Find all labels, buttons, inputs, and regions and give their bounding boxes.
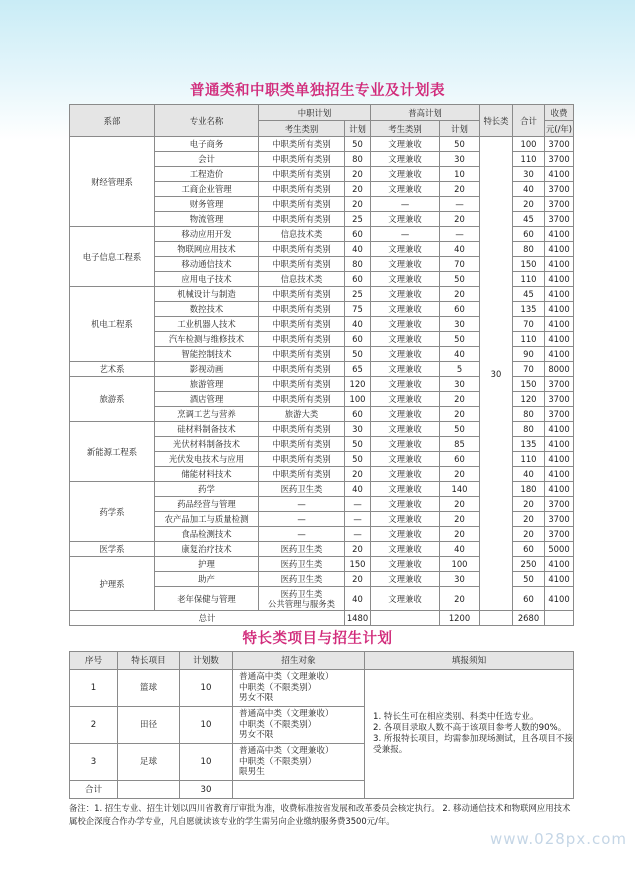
- row-total: 70: [513, 362, 545, 377]
- row-total: 135: [513, 302, 545, 317]
- row-total: 180: [513, 482, 545, 497]
- row-fee: 3700: [545, 497, 574, 512]
- row-fee: 3700: [545, 152, 574, 167]
- row-fee: 4100: [545, 317, 574, 332]
- major-name: 酒店管理: [155, 392, 259, 407]
- major-name: 光伏材料制备技术: [155, 437, 259, 452]
- major-name: 护理: [155, 557, 259, 572]
- zz-plan: 20: [345, 167, 371, 182]
- zz-plan: 20: [345, 467, 371, 482]
- pt-plan: 50: [440, 422, 480, 437]
- spec-item: 篮球: [118, 670, 180, 707]
- pt-category: 文理兼收: [371, 527, 440, 542]
- pt-plan: 20: [440, 512, 480, 527]
- pt-category: 文理兼收: [371, 467, 440, 482]
- row-total: 80: [513, 422, 545, 437]
- row-fee: 3700: [545, 197, 574, 212]
- header-putong: 普高计划: [371, 105, 480, 121]
- zz-category: 中职类所有类别: [259, 467, 345, 482]
- dept-cell: 医学系: [70, 542, 155, 557]
- pt-plan: 20: [440, 182, 480, 197]
- zz-plan: 20: [345, 182, 371, 197]
- watermark: www.028px.com: [489, 830, 627, 848]
- zz-category: 中职类所有类别: [259, 167, 345, 182]
- spec-target: 普通高中类（文理兼收） 中职类（不限类别） 限男生: [233, 744, 365, 781]
- major-name: 旅游管理: [155, 377, 259, 392]
- zz-category: 信息技术类: [259, 227, 345, 242]
- pt-plan: 30: [440, 152, 480, 167]
- sum-pt-category: [371, 611, 440, 626]
- zz-plan: 60: [345, 272, 371, 287]
- pt-category: 文理兼收: [371, 242, 440, 257]
- zz-category: 中职类所有类别: [259, 362, 345, 377]
- zz-category: 医药卫生类: [259, 542, 345, 557]
- dept-cell: 财经管理系: [70, 137, 155, 227]
- row-total: 20: [513, 527, 545, 542]
- pt-plan: 20: [440, 587, 480, 611]
- table-row: [70, 137, 574, 152]
- zz-category: 医药卫生类 公共管理与服务类: [259, 587, 345, 611]
- pt-plan: 20: [440, 467, 480, 482]
- zz-plan: —: [345, 512, 371, 527]
- header-pt-plan: 计划: [440, 121, 480, 137]
- row-fee: 3700: [545, 377, 574, 392]
- zz-category: 中职类所有类别: [259, 377, 345, 392]
- spec-item: 田径: [118, 707, 180, 744]
- sum-zz: 1480: [345, 611, 371, 626]
- zz-plan: 100: [345, 392, 371, 407]
- pt-plan: 140: [440, 482, 480, 497]
- row-fee: 4100: [545, 332, 574, 347]
- pt-plan: 5: [440, 362, 480, 377]
- pt-plan: —: [440, 197, 480, 212]
- zz-category: —: [259, 512, 345, 527]
- pt-category: 文理兼收: [371, 257, 440, 272]
- zz-plan: 40: [345, 317, 371, 332]
- pt-plan: 50: [440, 137, 480, 152]
- row-fee: 4100: [545, 467, 574, 482]
- row-total: 90: [513, 347, 545, 362]
- header-pt-category: 考生类别: [371, 121, 440, 137]
- row-total: 40: [513, 182, 545, 197]
- pt-category: 文理兼收: [371, 182, 440, 197]
- pt-category: 文理兼收: [371, 167, 440, 182]
- pt-category: 文理兼收: [371, 287, 440, 302]
- pt-plan: 20: [440, 497, 480, 512]
- row-total: 100: [513, 137, 545, 152]
- major-name: 硅材料制备技术: [155, 422, 259, 437]
- pt-plan: 20: [440, 287, 480, 302]
- spec-plan: 10: [180, 707, 233, 744]
- header-dept: 系部: [70, 105, 155, 137]
- zz-category: 中职类所有类别: [259, 332, 345, 347]
- spec-sum-item: [118, 781, 180, 799]
- sum-label: 总计: [70, 611, 345, 626]
- zz-category: —: [259, 527, 345, 542]
- zz-plan: —: [345, 497, 371, 512]
- row-fee: 4100: [545, 257, 574, 272]
- pt-plan: 40: [440, 242, 480, 257]
- row-total: 80: [513, 407, 545, 422]
- spec-target: 普通高中类（文理兼收） 中职类（不限类别） 男女不限: [233, 707, 365, 744]
- zz-category: 中职类所有类别: [259, 317, 345, 332]
- pt-category: 文理兼收: [371, 482, 440, 497]
- spec-plan: 10: [180, 670, 233, 707]
- major-name: 康复治疗技术: [155, 542, 259, 557]
- pt-plan: 60: [440, 452, 480, 467]
- pt-category: 文理兼收: [371, 512, 440, 527]
- pt-category: 文理兼收: [371, 137, 440, 152]
- major-name: 药学: [155, 482, 259, 497]
- dept-cell: 机电工程系: [70, 287, 155, 362]
- spec-header-item: 特长项目: [118, 652, 180, 670]
- row-fee: 4100: [545, 302, 574, 317]
- row-total: 120: [513, 392, 545, 407]
- row-total: 110: [513, 332, 545, 347]
- row-fee: 4100: [545, 482, 574, 497]
- zz-plan: —: [345, 527, 371, 542]
- row-fee: 4100: [545, 227, 574, 242]
- pt-category: 文理兼收: [371, 347, 440, 362]
- pt-plan: 85: [440, 437, 480, 452]
- main-table-title: 普通类和中职类单独招生专业及计划表: [190, 83, 445, 99]
- zz-plan: 20: [345, 197, 371, 212]
- pt-plan: 70: [440, 257, 480, 272]
- pt-plan: 50: [440, 272, 480, 287]
- row-total: 60: [513, 587, 545, 611]
- pt-category: 文理兼收: [371, 392, 440, 407]
- row-total: 20: [513, 197, 545, 212]
- pt-plan: 30: [440, 377, 480, 392]
- major-name: 数控技术: [155, 302, 259, 317]
- spec-no: 3: [70, 744, 118, 781]
- row-fee: 3700: [545, 527, 574, 542]
- footnote: 备注：1. 招生专业、招生计划以四川省教育厅审批为准，收费标准按省发展和改革委员会核定执行。 2. 移动通信技术和物联网应用技术属校企深度合作办学专业，凡自愿就读该专业的学生需另向企业缴纳服务费3500元/年。: [69, 803, 571, 826]
- pt-category: 文理兼收: [371, 332, 440, 347]
- zz-category: 中职类所有类别: [259, 437, 345, 452]
- row-fee: 3700: [545, 392, 574, 407]
- pt-plan: 20: [440, 407, 480, 422]
- major-name: 财务管理: [155, 197, 259, 212]
- header-major: 专业名称: [155, 105, 259, 137]
- row-fee: 4100: [545, 587, 574, 611]
- dept-cell: 艺术系: [70, 362, 155, 377]
- pt-category: 文理兼收: [371, 377, 440, 392]
- pt-plan: 40: [440, 542, 480, 557]
- major-name: 储能材料技术: [155, 467, 259, 482]
- spec-no: 2: [70, 707, 118, 744]
- zz-category: 中职类所有类别: [259, 302, 345, 317]
- row-total: 60: [513, 227, 545, 242]
- zz-plan: 80: [345, 152, 371, 167]
- header-tecang: 特长类: [480, 105, 513, 137]
- row-total: 40: [513, 467, 545, 482]
- spec-header-notice: 填报须知: [365, 652, 574, 670]
- row-fee: 3700: [545, 407, 574, 422]
- zz-category: 中职类所有类别: [259, 347, 345, 362]
- pt-category: 文理兼收: [371, 362, 440, 377]
- spec-header-target: 招生对象: [233, 652, 365, 670]
- row-fee: 4100: [545, 347, 574, 362]
- spec-header-no: 序号: [70, 652, 118, 670]
- major-name: 物流管理: [155, 212, 259, 227]
- dept-cell: 药学系: [70, 482, 155, 542]
- pt-category: 文理兼收: [371, 407, 440, 422]
- major-name: 汽车检测与维修技术: [155, 332, 259, 347]
- zz-plan: 40: [345, 242, 371, 257]
- row-fee: 5000: [545, 542, 574, 557]
- sum-tecang: [480, 611, 513, 626]
- pt-category: 文理兼收: [371, 542, 440, 557]
- zz-plan: 150: [345, 557, 371, 572]
- special-plan-table: [69, 651, 574, 799]
- zz-plan: 80: [345, 257, 371, 272]
- header-zhongzhi: 中职计划: [259, 105, 371, 121]
- major-name: 助产: [155, 572, 259, 587]
- row-total: 110: [513, 272, 545, 287]
- pt-plan: 30: [440, 317, 480, 332]
- row-fee: 4100: [545, 557, 574, 572]
- pt-category: 文理兼收: [371, 497, 440, 512]
- main-table-body: [70, 137, 574, 626]
- zz-category: 医药卫生类: [259, 572, 345, 587]
- sum-row: [70, 611, 574, 626]
- row-fee: 3700: [545, 182, 574, 197]
- row-fee: 4100: [545, 437, 574, 452]
- row-total: 70: [513, 317, 545, 332]
- zz-category: —: [259, 497, 345, 512]
- row-total: 60: [513, 542, 545, 557]
- pt-plan: 50: [440, 332, 480, 347]
- row-total: 150: [513, 377, 545, 392]
- zz-plan: 25: [345, 287, 371, 302]
- zz-plan: 60: [345, 227, 371, 242]
- major-name: 智能控制技术: [155, 347, 259, 362]
- zz-plan: 25: [345, 212, 371, 227]
- major-name: 光伏发电技术与应用: [155, 452, 259, 467]
- major-name: 会计: [155, 152, 259, 167]
- row-total: 150: [513, 257, 545, 272]
- sum-fee: [545, 611, 574, 626]
- zz-plan: 50: [345, 437, 371, 452]
- spec-header-plan: 计划数: [180, 652, 233, 670]
- major-name: 工程造价: [155, 167, 259, 182]
- major-name: 影视动画: [155, 362, 259, 377]
- zz-plan: 50: [345, 347, 371, 362]
- major-name: 移动通信技术: [155, 257, 259, 272]
- row-total: 110: [513, 452, 545, 467]
- zz-category: 中职类所有类别: [259, 137, 345, 152]
- row-fee: 4100: [545, 287, 574, 302]
- table-row: [70, 670, 574, 707]
- major-name: 工商企业管理: [155, 182, 259, 197]
- spec-notice: 1. 特长生可在相应类别、科类中任选专业。 2. 各项目录取人数不高于该项目参考人数的90%。 3. 所报特长项目，均需参加现场测试，且各项目不接受兼报。: [365, 670, 574, 799]
- major-name: 应用电子技术: [155, 272, 259, 287]
- special-table-body: [70, 670, 574, 799]
- row-total: 45: [513, 212, 545, 227]
- pt-plan: 30: [440, 572, 480, 587]
- dept-cell: 旅游系: [70, 377, 155, 422]
- row-fee: 8000: [545, 362, 574, 377]
- special-value: 30: [480, 137, 513, 611]
- major-name: 药品经营与管理: [155, 497, 259, 512]
- major-name: 移动应用开发: [155, 227, 259, 242]
- zz-plan: 30: [345, 422, 371, 437]
- pt-category: 文理兼收: [371, 572, 440, 587]
- pt-category: 文理兼收: [371, 212, 440, 227]
- pt-category: 文理兼收: [371, 272, 440, 287]
- pt-category: —: [371, 227, 440, 242]
- row-total: 30: [513, 167, 545, 182]
- major-name: 物联网应用技术: [155, 242, 259, 257]
- sum-pt: 1200: [440, 611, 480, 626]
- row-fee: 4100: [545, 242, 574, 257]
- row-total: 45: [513, 287, 545, 302]
- zz-plan: 60: [345, 332, 371, 347]
- row-fee: 3700: [545, 212, 574, 227]
- pt-category: 文理兼收: [371, 587, 440, 611]
- dept-cell: 电子信息工程系: [70, 227, 155, 287]
- pt-category: 文理兼收: [371, 452, 440, 467]
- zz-plan: 50: [345, 452, 371, 467]
- row-fee: 4100: [545, 422, 574, 437]
- zz-category: 中职类所有类别: [259, 152, 345, 167]
- pt-category: 文理兼收: [371, 317, 440, 332]
- major-name: 烹调工艺与营养: [155, 407, 259, 422]
- spec-item: 足球: [118, 744, 180, 781]
- zz-category: 医药卫生类: [259, 557, 345, 572]
- pt-plan: 60: [440, 302, 480, 317]
- spec-sum-plan: 30: [180, 781, 233, 799]
- zz-category: 中职类所有类别: [259, 392, 345, 407]
- pt-plan: 10: [440, 167, 480, 182]
- pt-plan: 20: [440, 527, 480, 542]
- major-name: 农产品加工与质量检测: [155, 512, 259, 527]
- row-fee: 4100: [545, 572, 574, 587]
- spec-sum-label: 合计: [70, 781, 118, 799]
- row-fee: 4100: [545, 452, 574, 467]
- row-fee: 4100: [545, 167, 574, 182]
- row-total: 250: [513, 557, 545, 572]
- pt-category: 文理兼收: [371, 557, 440, 572]
- admission-plan-table: [69, 104, 574, 626]
- pt-plan: 20: [440, 392, 480, 407]
- sum-total: 2680: [513, 611, 545, 626]
- pt-category: 文理兼收: [371, 152, 440, 167]
- row-total: 80: [513, 242, 545, 257]
- major-name: 电子商务: [155, 137, 259, 152]
- spec-sum-target: [233, 781, 365, 799]
- pt-plan: —: [440, 227, 480, 242]
- row-fee: 3700: [545, 512, 574, 527]
- major-name: 机械设计与制造: [155, 287, 259, 302]
- pt-category: —: [371, 197, 440, 212]
- zz-category: 医药卫生类: [259, 482, 345, 497]
- zz-plan: 60: [345, 407, 371, 422]
- zz-category: 信息技术类: [259, 272, 345, 287]
- spec-plan: 10: [180, 744, 233, 781]
- dept-cell: 新能源工程系: [70, 422, 155, 482]
- zz-plan: 40: [345, 482, 371, 497]
- spec-target: 普通高中类（文理兼收） 中职类（不限类别） 男女不限: [233, 670, 365, 707]
- major-name: 老年保健与管理: [155, 587, 259, 611]
- pt-plan: 40: [440, 347, 480, 362]
- row-total: 50: [513, 572, 545, 587]
- pt-plan: 20: [440, 212, 480, 227]
- special-table-title: 特长类项目与招生计划: [242, 631, 393, 647]
- spec-no: 1: [70, 670, 118, 707]
- zz-category: 中职类所有类别: [259, 257, 345, 272]
- header-fee: 收费: [545, 105, 574, 121]
- header-total: 合计: [513, 105, 545, 137]
- zz-category: 中职类所有类别: [259, 452, 345, 467]
- pt-category: 文理兼收: [371, 422, 440, 437]
- pt-category: 文理兼收: [371, 302, 440, 317]
- dept-cell: 护理系: [70, 557, 155, 611]
- row-total: 135: [513, 437, 545, 452]
- zz-category: 中职类所有类别: [259, 242, 345, 257]
- header-zz-plan: 计划: [345, 121, 371, 137]
- zz-category: 中职类所有类别: [259, 182, 345, 197]
- row-total: 110: [513, 152, 545, 167]
- row-fee: 4100: [545, 272, 574, 287]
- zz-category: 旅游大类: [259, 407, 345, 422]
- zz-plan: 20: [345, 572, 371, 587]
- zz-plan: 75: [345, 302, 371, 317]
- row-fee: 3700: [545, 137, 574, 152]
- header-fee-unit: 元(/年): [545, 121, 574, 137]
- zz-plan: 20: [345, 542, 371, 557]
- major-name: 食品检测技术: [155, 527, 259, 542]
- row-total: 20: [513, 497, 545, 512]
- zz-category: 中职类所有类别: [259, 422, 345, 437]
- header-zz-category: 考生类别: [259, 121, 345, 137]
- zz-category: 中职类所有类别: [259, 212, 345, 227]
- zz-category: 中职类所有类别: [259, 287, 345, 302]
- pt-plan: 100: [440, 557, 480, 572]
- zz-plan: 40: [345, 587, 371, 611]
- zz-plan: 50: [345, 137, 371, 152]
- row-total: 20: [513, 512, 545, 527]
- pt-category: 文理兼收: [371, 437, 440, 452]
- zz-plan: 65: [345, 362, 371, 377]
- zz-plan: 120: [345, 377, 371, 392]
- major-name: 工业机器人技术: [155, 317, 259, 332]
- zz-category: 中职类所有类别: [259, 197, 345, 212]
